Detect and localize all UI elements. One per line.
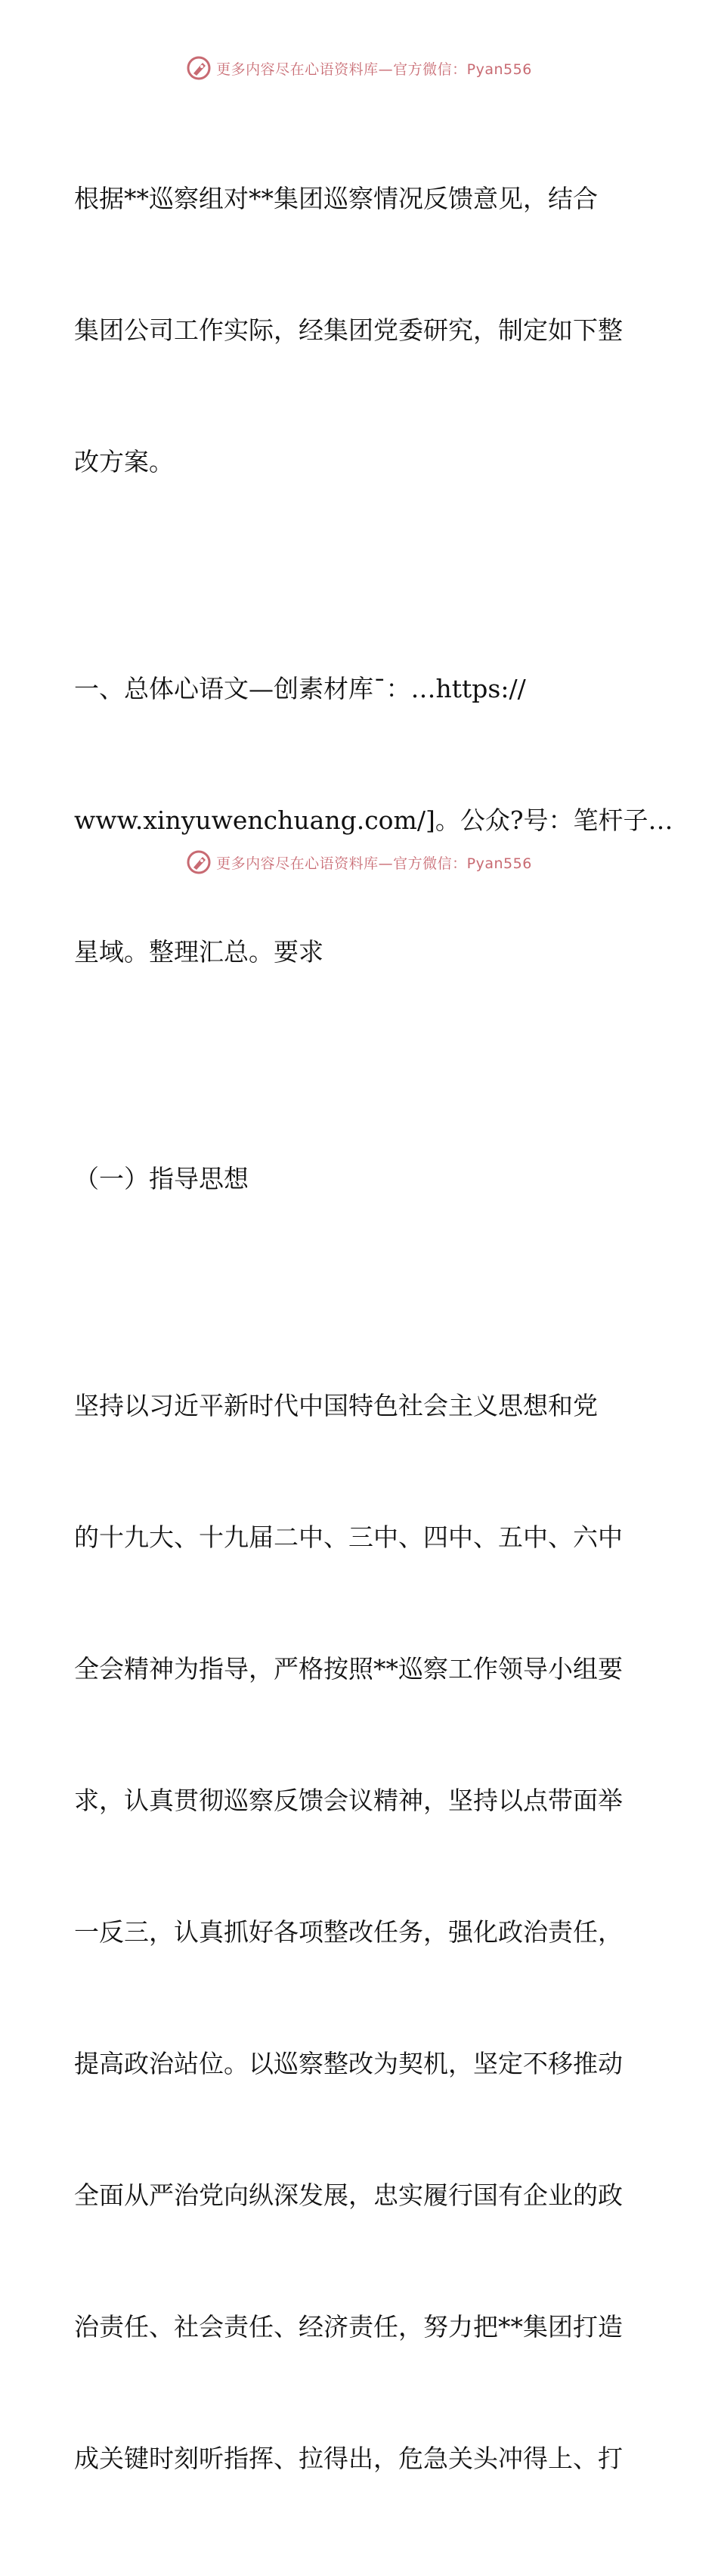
guiding-ideology-paragraph <box>74 1296 648 2568</box>
text-line: 全面从严治党向纵深发展，忠实履行国有企业的政 <box>74 2180 623 2210</box>
intro-paragraph <box>74 89 648 572</box>
text-line: 全会精神为指导，严格按照**巡察工作领导小组要 <box>74 1654 623 1684</box>
text-line: 一反三，认真抓好各项整改任务，强化政治责任， <box>74 1917 623 1947</box>
document-body <box>74 89 673 2576</box>
text-line: 一、总体心语文—创素材库¯：…https:// <box>74 674 526 703</box>
pen-nib-logo-icon <box>186 55 212 81</box>
text-line: 治责任、社会责任、经济责任，努力把**集团打造 <box>74 2312 623 2342</box>
text-line: 成关键时刻听指挥、拉得出，危急关头冲得上、打 <box>74 2444 623 2473</box>
text-line: 的十九大、十九届二中、三中、四中、五中、六中 <box>74 1522 623 1552</box>
watermark-banner-bottom <box>0 847 718 877</box>
text-line: 求，认真贯彻巡察反馈会议精神，坚持以点带面举 <box>74 1786 623 1815</box>
text-line: 根据**巡察组对**集团巡察情况反馈意见，结合 <box>74 184 598 213</box>
watermark-banner-top <box>0 53 718 83</box>
pen-nib-logo-icon <box>186 849 212 875</box>
text-line: 坚持以习近平新时代中国特色社会主义思想和党 <box>74 1391 598 1420</box>
section-heading-1 <box>74 579 673 1062</box>
subsection-heading-1 <box>74 1069 648 1289</box>
text-line: （一）指导思想 <box>74 1164 249 1193</box>
text-line: 集团公司工作实际，经集团党委研究，制定如下整 <box>74 315 623 345</box>
text-line: 提高政治站位。以巡察整改为契机，坚定不移推动 <box>74 2049 623 2078</box>
text-line: www.xinyuwenchuang.com/]。公众?号：笔杆子… <box>74 805 673 835</box>
text-line: 星域。整理汇总。要求 <box>74 937 323 967</box>
watermark-text: 更多内容尽在心语资料库—官方微信：Pyan556 <box>216 61 532 78</box>
text-line: 改方案。 <box>74 447 174 476</box>
watermark-text: 更多内容尽在心语资料库—官方微信：Pyan556 <box>216 855 532 872</box>
